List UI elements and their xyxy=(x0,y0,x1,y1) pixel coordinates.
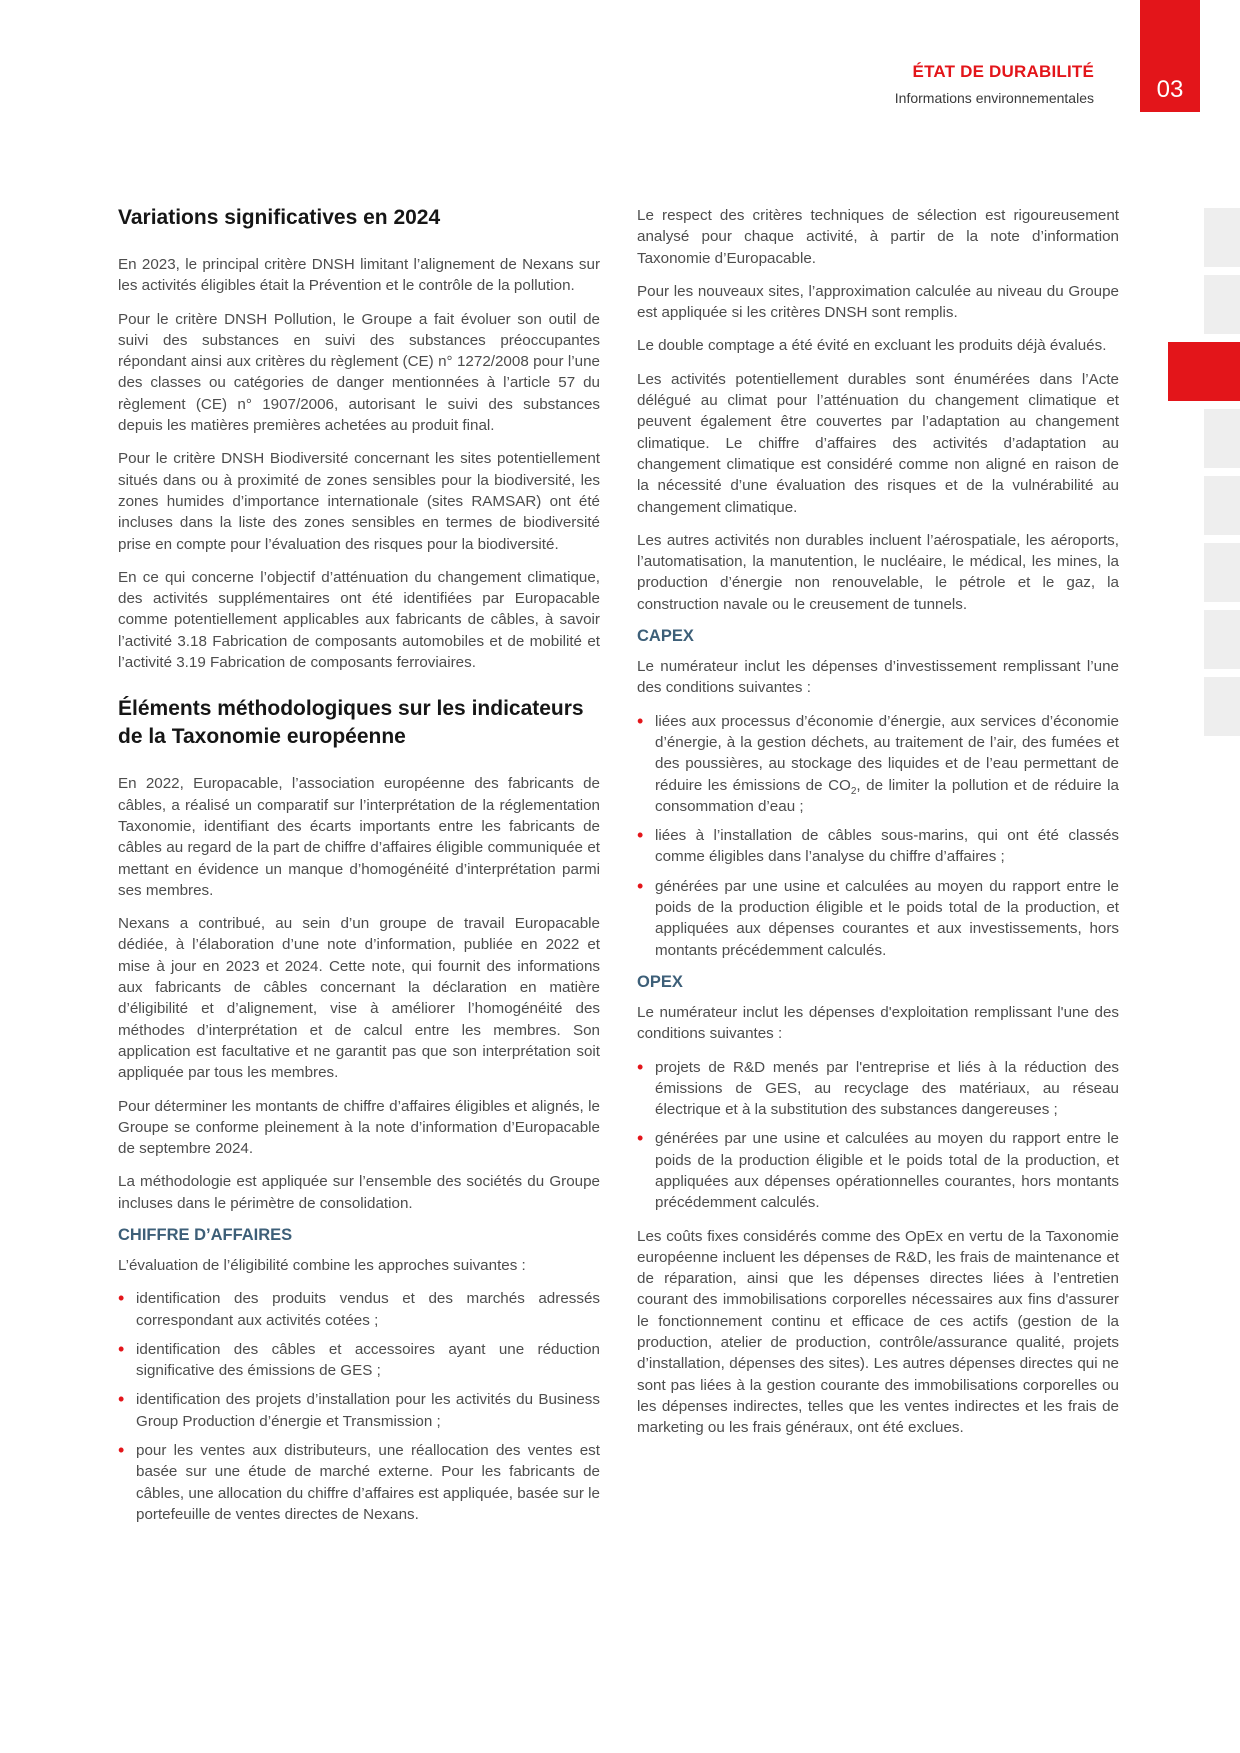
list-item: • identification des projets d’installation pour les activités du Business Group Production d’énergie et Transmission ; xyxy=(118,1389,600,1432)
side-tab-1[interactable] xyxy=(1204,208,1240,267)
left-column xyxy=(118,200,600,1537)
page-header xyxy=(895,62,1094,106)
heading-opex: OPEX xyxy=(637,972,683,991)
heading-methodology: Éléments méthodologiques sur les indicateurs de la Taxonomie européenne xyxy=(118,697,584,749)
side-tab-4[interactable] xyxy=(1204,409,1240,468)
paragraph: Pour les nouveaux sites, l’approximation calculée au niveau du Groupe est appliquée si les critères DNSH sont remplis. xyxy=(637,282,1119,322)
list-item: • liées aux processus d’économie d’énergie, aux services d’économie d’énergie, à la gestion déchets, au traitement de l’air, des fumées et des poussières, au stockage des liquides et de l’eau permettant de réduire les émissions de $CO_2$, de limiter la pollution et de réduire la consommation d’eau ; xyxy=(637,711,1119,817)
paragraph: Les autres activités non durables incluent l’aérospatiale, les aéroports, l’automatisation, la manutention, le nucléaire, le médical, les mines, la production d’énergie non renouvelable, le pétrole et le gaz, la construction navale ou le creusement de tunnels. xyxy=(637,531,1119,613)
paragraph: En 2022, Europacable, l’association européenne des fabricants de câbles, a réalisé un comparatif sur l’interprétation de la réglementation Taxonomie, identifiant des écarts importants entre les fabricants de câbles au regard de la part de chiffre d’affaires éligible communiquée et mettant en évidence un manque d’homogénéité d’interprétation parmi ses membres. xyxy=(118,775,600,899)
paragraph: La méthodologie est appliquée sur l’ensemble des sociétés du Groupe incluses dans le périmètre de consolidation. xyxy=(118,1173,600,1212)
paragraph: Les activités potentiellement durables sont énumérées dans l’Acte délégué au climat pour l’atténuation du changement climatique et peuvent également être couvertes par l’adaptation au changement climatique. Le chiffre d’affaires des activités d’adaptation au changement climatique est considéré comme non aligné en raison de la nécessité d’une évaluation des risques et de la vulnérabilité au changement climatique. xyxy=(637,370,1119,516)
section-subtitle: Informations environnementales xyxy=(894,90,1094,106)
paragraph: Pour déterminer les montants de chiffre d’affaires éligibles et alignés, le Groupe se conforme pleinement à la note d’information d’Europacable de septembre 2024. xyxy=(118,1097,600,1158)
paragraph: Le numérateur inclut les dépenses d'exploitation remplissant l'une des conditions suivantes : xyxy=(637,1003,1119,1043)
heading-variations: Variations significatives en 2024 xyxy=(118,206,441,229)
paragraph: Pour le critère DNSH Pollution, le Groupe a fait évoluer son outil de suivi des substances en suivi des substances préoccupantes répondant ainsi aux critères du règlement (CE) n° 1272/2008 pour l’une des classes ou catégories de danger mentionnées à l’article 57 du règlement (CE) n° 1907/2006, autorisant le suivi des substances depuis les matières premières achetées au produit final. xyxy=(118,310,600,435)
side-tab-6[interactable] xyxy=(1204,543,1240,602)
list-item: • projets de R&D menés par l'entreprise et liés à la réduction des émissions de GES, au recyclage des matériaux, au réseau électrique et à la substitution des substances dangereuses ; xyxy=(637,1057,1119,1121)
side-tab-2[interactable] xyxy=(1204,275,1240,334)
side-tab-7[interactable] xyxy=(1204,610,1240,669)
chapter-number-tab: 03 xyxy=(1140,0,1200,112)
list-item: • générées par une usine et calculées au moyen du rapport entre le poids de la production éligible et le poids total de la production, et appliquées aux dépenses opérationnelles courantes, hors montants précédemment calculés. xyxy=(637,1128,1119,1213)
paragraph: Le double comptage a été évité en excluant les produits déjà évalués. xyxy=(637,337,1107,355)
right-column xyxy=(637,205,1119,1451)
list-item: • générées par une usine et calculées au moyen du rapport entre le poids de la production éligible et le poids total de la production, et appliquées aux dépenses courantes et aux investissements, hors montants précédemment calculés. xyxy=(637,876,1119,961)
paragraph: L’évaluation de l’éligibilité combine les approches suivantes : xyxy=(118,1256,526,1274)
side-navigation-tabs xyxy=(1204,208,1240,744)
side-tab-8[interactable] xyxy=(1204,677,1240,736)
heading-capex: CAPEX xyxy=(637,627,694,646)
paragraph: Pour le critère DNSH Biodiversité concernant les sites potentiellement situés dans ou à proximité de zones sensibles pour la biodiversité, les zones humides d’importance internationale (sites RAMSAR) ont été incluses dans la liste des zones sensibles en termes de biodiversité prise en compte pour l’évaluation des risques pour la biodiversité. xyxy=(118,450,600,553)
heading-revenue: CHIFFRE D’AFFAIRES xyxy=(118,1225,293,1244)
paragraph: Les coûts fixes considérés comme des OpEx en vertu de la Taxonomie européenne incluent les dépenses de R&D, les frais de maintenance et de réparation, ainsi que les dépenses directes liées à l’entretien courant des immobilisations corporelles nécessaires aux fins d'assurer le fonctionnement continu et efficace de ces actifs (gestion de la production, atelier de production, contrôle/assurance qualité, projets d’installation, dépenses des sites). Les autres dépenses directes qui ne sont pas liées à la gestion courante des immobilisations corporelles ou les dépenses indirectes, telles que les ventes indirectes et les frais de marketing ou les frais généraux, ont été exclues. xyxy=(637,1227,1119,1437)
opex-bullet-list xyxy=(637,1057,1119,1214)
paragraph: En ce qui concerne l’objectif d’atténuation du changement climatique, des activités supplémentaires ont été identifiées par Europacable comme potentiellement applicables aux fabricants de câbles, à savoir l’activité 3.18 Fabrication de composants automobiles et de mobilité et l’activité 3.19 Fabrication de composants ferroviaires. xyxy=(118,568,600,672)
paragraph: En 2023, le principal critère DNSH limitant l’alignement de Nexans sur les activités éligibles était la Prévention et le contrôle de la pollution. xyxy=(118,256,600,295)
side-tab-active[interactable] xyxy=(1168,342,1240,401)
section-title: ÉTAT DE DURABILITÉ xyxy=(912,62,1094,81)
side-tab-5[interactable] xyxy=(1204,476,1240,535)
paragraph: Le numérateur inclut les dépenses d’investissement remplissant l’une des conditions suivantes : xyxy=(637,658,1119,697)
capex-bullet-list xyxy=(637,711,1119,961)
paragraph: Nexans a contribué, au sein d’un groupe de travail Europacable dédiée, à l’élaboration d’une note d’information, publiée en 2022 et mise à jour en 2023 et 2024. Cette note, qui fournit des informations aux fabricants de câbles concernant la déclaration en matière d’éligibilité et d’alignement, vise à améliorer l’homogénéité des méthodes d’interprétation et de calcul entre les membres. Son application est facultative et ne garantit pas que son interprétation soit appliquée par tous les membres. xyxy=(118,915,600,1082)
list-item: • pour les ventes aux distributeurs, une réallocation des ventes est basée sur une étude de marché externe. Pour les fabricants de câbles, une allocation du chiffre d’affaires est appliquée, basée sur le portefeuille de ventes directes de Nexans. xyxy=(118,1440,600,1525)
list-item: • identification des câbles et accessoires ayant une réduction significative des émissions de GES ; xyxy=(118,1339,600,1382)
revenue-bullet-list xyxy=(118,1288,600,1525)
paragraph: Le respect des critères techniques de sélection est rigoureusement analysé pour chaque activité, à partir de la note d’information Taxonomie d’Europacable. xyxy=(637,207,1119,267)
list-item: • liées à l’installation de câbles sous-marins, qui ont été classés comme éligibles dans l’analyse du chiffre d’affaires ; xyxy=(637,825,1119,868)
list-item: • identification des produits vendus et des marchés adressés correspondant aux activités cotées ; xyxy=(118,1288,600,1331)
